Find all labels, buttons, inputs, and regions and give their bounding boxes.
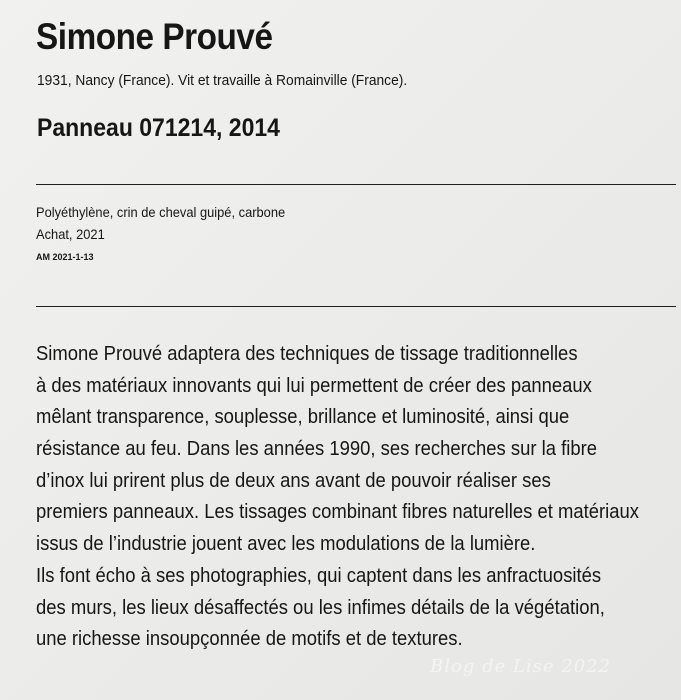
description-line: une richesse insoupçonnée de motifs et de textures. bbox=[36, 627, 463, 651]
description-line: résistance au feu. Dans les années 1990, ses recherches sur la fibre bbox=[36, 437, 597, 461]
description-line: Ils font écho à ses photographies, qui captent dans les anfractuosités bbox=[36, 563, 602, 587]
description-line: issus de l’industrie jouent avec les modulations de la lumière. bbox=[36, 532, 536, 556]
artwork-title: Panneau 071214, 2014 bbox=[37, 114, 280, 142]
divider-bottom bbox=[36, 306, 676, 307]
inventory-number: AM 2021-1-13 bbox=[36, 252, 94, 262]
description-line: Simone Prouvé adaptera des techniques de tissage traditionnelles bbox=[36, 342, 578, 365]
description-line: des murs, les lieux désaffectés ou les infimes détails de la végétation, bbox=[36, 595, 605, 619]
artist-bio: 1931, Nancy (France). Vit et travaille à Romainville (France). bbox=[37, 72, 408, 89]
description-line: à des matériaux innovants qui lui permettent de créer des panneaux bbox=[36, 373, 592, 397]
description-line: premiers panneaux. Les tissages combinant fibres naturelles et matériaux bbox=[36, 500, 640, 524]
description-line: d’inox lui prirent plus de deux ans avant de pouvoir réaliser ses bbox=[36, 468, 551, 492]
description-line: mêlant transparence, souplesse, brillance et luminosité, ainsi que bbox=[36, 405, 570, 429]
divider-top bbox=[36, 184, 676, 185]
artwork-materials: Polyéthylène, crin de cheval guipé, carbone bbox=[36, 204, 286, 220]
artwork-description bbox=[36, 338, 681, 655]
artist-name: Simone Prouvé bbox=[36, 16, 273, 57]
acquisition-info: Achat, 2021 bbox=[36, 226, 105, 242]
blog-watermark: Blog de Lise 2022 bbox=[430, 656, 612, 677]
